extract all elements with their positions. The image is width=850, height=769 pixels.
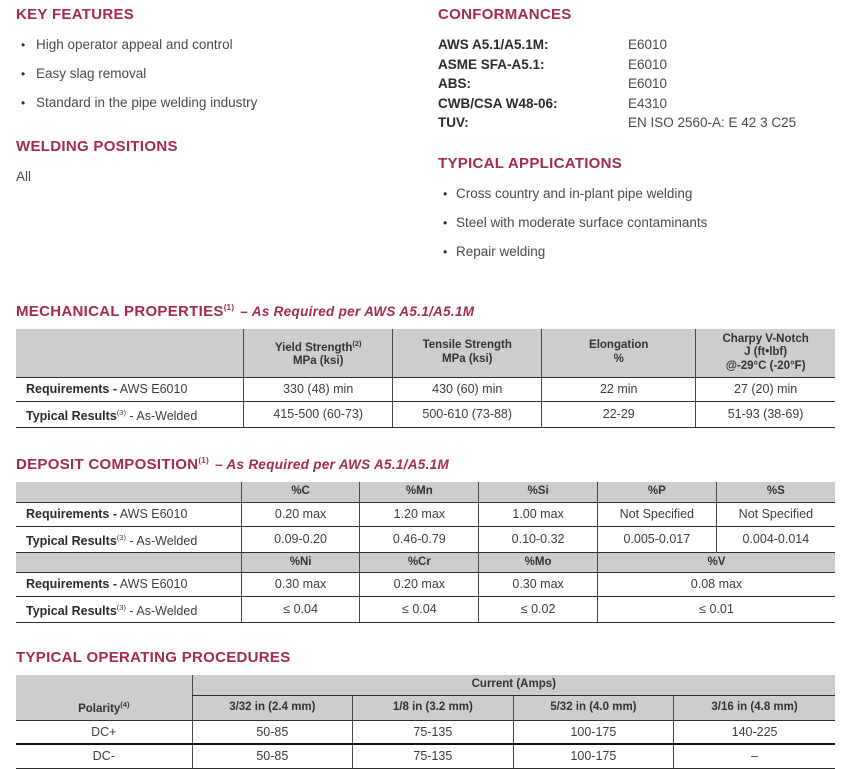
conformance-row xyxy=(438,35,835,55)
row-label-rest: AWS E6010 xyxy=(117,577,188,592)
conformance-value: E6010 xyxy=(628,76,668,91)
left-column xyxy=(16,6,438,273)
row-label-bold: Typical Results xyxy=(26,604,117,619)
list-item: • High operator appeal and control xyxy=(16,37,438,53)
pct-v-header: %V xyxy=(597,552,835,573)
table-cell: Not Specified xyxy=(716,502,835,526)
footnote-marker: (2) xyxy=(352,338,362,348)
table-cell: 415-500 (60-73) xyxy=(244,402,393,428)
conformance-row xyxy=(438,94,835,114)
pct-cr-header: %Cr xyxy=(360,552,479,573)
empty-header-cell xyxy=(16,552,241,573)
header-text: MPa (ksi) xyxy=(441,352,493,365)
table-cell: 75-135 xyxy=(353,744,514,768)
table-row xyxy=(16,744,835,768)
header-text: Yield Strength xyxy=(274,341,353,354)
section-title-text: DEPOSIT COMPOSITION xyxy=(16,456,199,474)
table-cell: 430 (60) min xyxy=(393,378,542,402)
conformance-label: TUV: xyxy=(438,115,469,130)
table-cell: – xyxy=(674,744,835,768)
row-label-rest: - As-Welded xyxy=(125,604,198,619)
row-label-rest: AWS E6010 xyxy=(117,506,188,521)
table-cell: 0.10-0.32 xyxy=(479,526,598,552)
header-text: Polarity xyxy=(78,703,121,716)
row-label-bold: Requirements - xyxy=(26,382,117,396)
table-cell: 0.46-0.79 xyxy=(360,526,479,552)
operating-procedures-table xyxy=(16,675,835,768)
table-cell: 0.004-0.014 xyxy=(716,526,835,552)
list-item: • Repair welding xyxy=(438,244,835,260)
table-cell: 0.30 max xyxy=(241,573,360,597)
list-item: • Steel with moderate surface contaminants xyxy=(438,215,835,231)
table-cell: 27 (20) min xyxy=(696,378,835,402)
list-item: • Easy slag removal xyxy=(16,66,438,82)
row-label-bold: Typical Results xyxy=(26,409,117,424)
pct-ni-header: %Ni xyxy=(241,552,360,573)
conformance-label: CWB/CSA W48-06: xyxy=(438,95,558,111)
table-cell: 0.30 max xyxy=(479,573,598,597)
deposit-composition-title xyxy=(16,452,835,474)
mechanical-properties-title xyxy=(16,299,835,321)
conformance-label: ABS: xyxy=(438,76,471,91)
top-section xyxy=(16,6,835,273)
right-column xyxy=(438,6,835,273)
polarity-cell: DC+ xyxy=(16,720,192,744)
header-text: MPa (ksi) xyxy=(292,355,344,368)
table-cell: ≤ 0.04 xyxy=(360,597,479,623)
row-label-rest: AWS E6010 xyxy=(117,382,188,396)
key-features-title: KEY FEATURES xyxy=(16,6,135,23)
table-header-row xyxy=(16,695,835,720)
header-text: Elongation xyxy=(589,339,649,352)
table-row xyxy=(16,597,835,623)
table-cell: 0.20 max xyxy=(241,502,360,526)
row-label-bold: Typical Results xyxy=(26,533,117,548)
table-cell: 1.00 max xyxy=(479,502,598,526)
welding-positions-value: All xyxy=(16,169,32,184)
row-label-bold: Requirements - xyxy=(26,577,117,592)
mechanical-properties-table xyxy=(16,329,835,429)
table-header-row xyxy=(16,482,835,502)
operating-procedures-section xyxy=(16,649,835,768)
table-header-row xyxy=(16,675,835,695)
table-cell: 140-225 xyxy=(674,720,835,744)
table-row xyxy=(16,378,835,402)
table-row xyxy=(16,402,835,428)
table-cell: ≤ 0.02 xyxy=(479,597,598,623)
diameter-header: 5/32 in (4.0 mm) xyxy=(513,695,674,720)
row-label-rest: - As-Welded xyxy=(125,409,198,424)
pct-s-header: %S xyxy=(716,482,835,502)
row-label xyxy=(16,573,241,597)
row-label xyxy=(16,597,241,623)
row-label xyxy=(16,402,244,428)
row-label-rest: - As-Welded xyxy=(125,533,198,548)
footnote-marker: (1) xyxy=(223,302,235,312)
pct-c-header: %C xyxy=(241,482,360,502)
table-cell: 0.08 max xyxy=(597,573,835,597)
row-label-bold: Requirements - xyxy=(26,506,117,521)
diameter-header: 3/32 in (2.4 mm) xyxy=(192,695,353,720)
table-cell: 500-610 (73-88) xyxy=(393,402,542,428)
table-cell: 22 min xyxy=(542,378,696,402)
typical-applications-title: TYPICAL APPLICATIONS xyxy=(438,154,623,172)
table-cell: 22-29 xyxy=(542,402,696,428)
polarity-header xyxy=(16,695,192,720)
table-cell: 51-93 (38-69) xyxy=(696,402,835,428)
header-text: Charpy V-Notch xyxy=(722,332,809,345)
conformances-title: CONFORMANCES xyxy=(438,6,572,23)
tensile-strength-header xyxy=(393,329,542,378)
table-cell: ≤ 0.01 xyxy=(597,597,835,623)
charpy-header xyxy=(696,329,835,378)
header-text: @-29°C (-20°F) xyxy=(725,359,806,372)
footnote-marker: (3) xyxy=(116,532,126,542)
header-text: J (ft•lbf) xyxy=(744,346,788,358)
table-cell: 50-85 xyxy=(192,744,353,768)
row-label xyxy=(16,378,244,402)
polarity-cell: DC- xyxy=(16,744,192,768)
empty-header-cell xyxy=(16,329,244,378)
section-subtitle: – As Required per AWS A5.1/A5.1M xyxy=(215,457,449,473)
table-cell: 0.20 max xyxy=(360,573,479,597)
row-label xyxy=(16,502,241,526)
diameter-header: 3/16 in (4.8 mm) xyxy=(674,695,835,720)
conformance-value: E6010 xyxy=(628,56,668,72)
section-title-text: MECHANICAL PROPERTIES xyxy=(16,302,224,320)
table-row xyxy=(16,720,835,744)
conformance-value: E4310 xyxy=(628,95,668,111)
yield-strength-header xyxy=(244,329,393,378)
table-row xyxy=(16,573,835,597)
conformance-row xyxy=(438,113,835,133)
table-cell: 100-175 xyxy=(513,744,674,768)
table-row xyxy=(16,502,835,526)
header-text: Tensile Strength xyxy=(422,339,512,352)
footnote-marker: (1) xyxy=(198,456,210,466)
mechanical-properties-section xyxy=(16,299,835,429)
welding-positions-title: WELDING POSITIONS xyxy=(16,138,178,155)
deposit-composition-table xyxy=(16,482,835,623)
pct-mn-header: %Mn xyxy=(360,482,479,502)
pct-si-header: %Si xyxy=(479,482,598,502)
conformance-value: E6010 xyxy=(628,37,668,52)
table-cell: 100-175 xyxy=(513,720,674,744)
section-subtitle: – As Required per AWS A5.1/A5.1M xyxy=(240,303,475,319)
table-cell: 0.005-0.017 xyxy=(597,526,716,552)
conformance-label: AWS A5.1/A5.1M: xyxy=(438,37,549,52)
table-cell: ≤ 0.04 xyxy=(241,597,360,623)
elongation-header xyxy=(542,329,696,378)
table-header-row xyxy=(16,329,835,378)
conformance-value: EN ISO 2560-A: E 42 3 C25 xyxy=(628,115,797,130)
table-cell: 0.09-0.20 xyxy=(241,526,360,552)
footnote-marker: (3) xyxy=(116,603,126,613)
pct-mo-header: %Mo xyxy=(479,552,598,573)
table-cell: 75-135 xyxy=(353,720,514,744)
typical-applications-list xyxy=(438,186,835,260)
table-header-row xyxy=(16,552,835,573)
table-cell: 1.20 max xyxy=(360,502,479,526)
list-item: • Cross country and in-plant pipe welding xyxy=(438,186,835,202)
key-features-list xyxy=(16,37,438,111)
pct-p-header: %P xyxy=(597,482,716,502)
footnote-marker: (4) xyxy=(120,700,130,710)
table-cell: Not Specified xyxy=(597,502,716,526)
table-cell: 330 (48) min xyxy=(244,378,393,402)
header-text: % xyxy=(613,352,624,365)
conformance-row xyxy=(438,74,835,94)
conformance-label: ASME SFA-A5.1: xyxy=(438,56,545,72)
list-item: • Standard in the pipe welding industry xyxy=(16,95,438,111)
diameter-header: 1/8 in (3.2 mm) xyxy=(353,695,514,720)
table-row xyxy=(16,526,835,552)
table-cell: 50-85 xyxy=(192,720,353,744)
row-label xyxy=(16,526,241,552)
current-amps-header: Current (Amps) xyxy=(192,675,835,695)
conformances-list xyxy=(438,35,835,133)
operating-procedures-title: TYPICAL OPERATING PROCEDURES xyxy=(16,649,291,667)
footnote-marker: (3) xyxy=(116,408,126,417)
empty-header-cell xyxy=(16,675,192,695)
empty-header-cell xyxy=(16,482,241,502)
deposit-composition-section xyxy=(16,452,835,623)
conformance-row xyxy=(438,55,835,75)
